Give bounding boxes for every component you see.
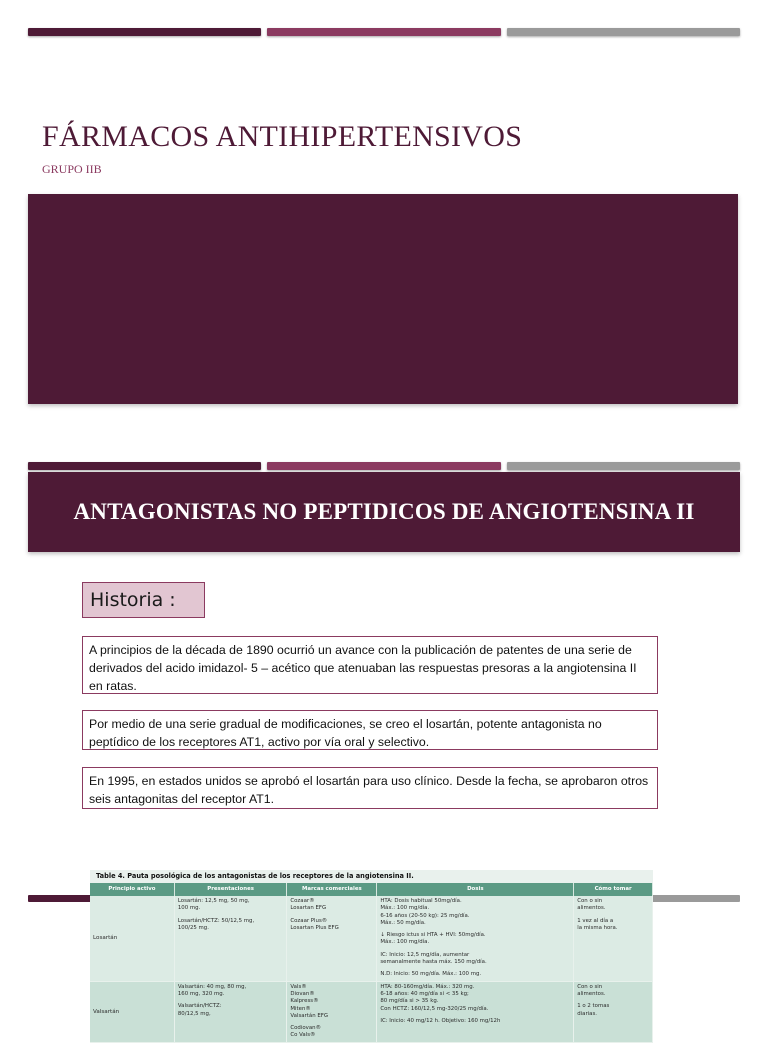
cell-text: Valsartán: 40 mg, 80 mg, bbox=[177, 983, 247, 990]
cell-text: Losartán: 12,5 mg, 50 mg, bbox=[177, 898, 250, 904]
table-header-cell: Marcas comerciales bbox=[287, 883, 377, 896]
dosage-table-image bbox=[90, 870, 653, 1039]
cell-text: Codiovan® bbox=[290, 1025, 321, 1032]
table-cell-como bbox=[574, 981, 653, 1042]
table-header-cell: Presentaciones bbox=[174, 883, 287, 896]
cell-text: Valsartán EFG bbox=[290, 1012, 329, 1019]
cell-text: Diovan® bbox=[290, 990, 315, 997]
cell-text: Valsartán/HCTZ: bbox=[177, 1003, 222, 1010]
cell-text: alimentos. bbox=[577, 990, 606, 997]
cell-text: Máx.: 100 mg/día. bbox=[380, 905, 430, 912]
cell-text: HTA: Dosis habitual 50mg/día. bbox=[380, 898, 462, 904]
cell-text: HTA: 80-160mg/día. Máx.: 320 mg. bbox=[380, 983, 475, 990]
slide-subtitle: GRUPO IIB bbox=[42, 162, 102, 176]
cell-text: Co Vals® bbox=[290, 1032, 316, 1039]
cell-text: Con HCTZ: 160/12,5 mg-320/25 mg/día. bbox=[380, 1005, 489, 1012]
historia-label: Historia : bbox=[82, 582, 205, 618]
cell-text: 100 mg. bbox=[177, 905, 201, 912]
cell-text: IC: Inicio: 12,5 mg/día, aumentar bbox=[380, 951, 470, 958]
cell-text: 160 mg, 320 mg. bbox=[177, 990, 225, 997]
cell-text: Máx.: 50 mg/día. bbox=[380, 919, 426, 926]
cell-text: Con o sin bbox=[577, 983, 603, 990]
cell-text: Con o sin bbox=[577, 898, 603, 904]
table-header-cell: Dosis bbox=[377, 883, 574, 896]
decorative-bar-gray bbox=[507, 462, 740, 470]
drug-name-cell: Losartán bbox=[90, 896, 174, 981]
bottom-bar-gray bbox=[650, 895, 740, 902]
cell-text: Losartán/HCTZ: 50/12,5 mg, bbox=[177, 917, 255, 924]
cell-text: 80 mg/día si > 35 kg. bbox=[380, 998, 439, 1005]
history-paragraph-1: A principios de la década de 1890 ocurrió un avance con la publicación de patentes de una serie de derivados del acido imidazol- 5 – acético que atenuaban las respuestas presoras a la angiotensina II en ratas. bbox=[82, 636, 658, 694]
dosage-table bbox=[90, 883, 653, 1043]
top-decorative-bars bbox=[28, 28, 740, 36]
table-header-cell: Principio activo bbox=[90, 883, 174, 896]
history-paragraph-3: En 1995, en estados unidos se aprobó el losartán para uso clínico. Desde la fecha, se aprobaron otros seis antagonitas del receptor AT1. bbox=[82, 767, 658, 809]
cell-text: Losartan Plus EFG bbox=[290, 924, 339, 931]
cell-text: alimentos. bbox=[577, 905, 606, 912]
table-cell-dosis bbox=[377, 896, 574, 981]
banner-title: ANTAGONISTAS NO PEPTIDICOS DE ANGIOTENSINA II bbox=[73, 499, 695, 524]
cell-text: diarias. bbox=[577, 1010, 598, 1017]
cell-text: IC: Inicio: 40 mg/12 h. Objetivo: 160 mg/12h bbox=[380, 1017, 501, 1024]
drug-name-cell: Valsartán bbox=[90, 981, 174, 1042]
table-row bbox=[90, 981, 653, 1042]
section-banner bbox=[28, 472, 740, 552]
decorative-bar-pink bbox=[267, 28, 500, 36]
cell-text: 6-18 años: 40 mg/día si < 35 kg; bbox=[380, 990, 469, 997]
table-cell-como bbox=[574, 896, 653, 981]
table-cell-marcas bbox=[287, 896, 377, 981]
table-row bbox=[90, 896, 653, 981]
title-color-block bbox=[28, 194, 738, 404]
history-paragraph-2: Por medio de una serie gradual de modificaciones, se creo el losartán, potente antagonista no peptídico de los receptores AT1, activo por vía oral y selectivo. bbox=[82, 710, 658, 750]
cell-text: 100/25 mg. bbox=[177, 924, 209, 931]
cell-text: 6-16 años (20-50 kg): 25 mg/día. bbox=[380, 912, 470, 919]
cell-text: N.D: Inicio: 50 mg/día. Máx.: 100 mg. bbox=[380, 971, 482, 978]
cell-text: 80/12,5 mg, bbox=[177, 1010, 211, 1017]
decorative-bar-dark bbox=[28, 462, 261, 470]
cell-text: Miten® bbox=[290, 1005, 311, 1012]
cell-text: 1 vez al día a bbox=[577, 917, 614, 924]
cell-text: Máx.: 100 mg/día. bbox=[380, 939, 430, 946]
table-header-row bbox=[90, 883, 653, 896]
slide2-decorative-bars bbox=[28, 462, 740, 470]
cell-text: Losartan EFG bbox=[290, 905, 327, 912]
decorative-bar-dark bbox=[28, 28, 261, 36]
decorative-bar-pink bbox=[267, 462, 500, 470]
cell-text: la misma hora. bbox=[577, 924, 618, 931]
table-cell-presentaciones bbox=[174, 981, 287, 1042]
table-header-cell: Cómo tomar bbox=[574, 883, 653, 896]
table-cell-dosis bbox=[377, 981, 574, 1042]
cell-text: Kalpress® bbox=[290, 998, 319, 1005]
cell-text: semanalmente hasta máx. 150 mg/día. bbox=[380, 959, 487, 966]
cell-text: ↓ Riesgo ictus si HTA + HVI: 50mg/día. bbox=[380, 932, 486, 939]
cell-text: Cozaar® bbox=[290, 898, 315, 904]
cell-text: 1 o 2 tomas bbox=[577, 1003, 610, 1010]
slide-title: FÁRMACOS ANTIHIPERTENSIVOS bbox=[42, 120, 523, 153]
table-caption: Table 4. Pauta posológica de los antagonistas de los receptores de la angiotensina II. bbox=[90, 870, 653, 883]
decorative-bar-gray bbox=[507, 28, 740, 36]
cell-text: Vals® bbox=[290, 983, 307, 990]
cell-text: Cozaar Plus® bbox=[290, 917, 328, 924]
table-cell-presentaciones bbox=[174, 896, 287, 981]
table-cell-marcas bbox=[287, 981, 377, 1042]
